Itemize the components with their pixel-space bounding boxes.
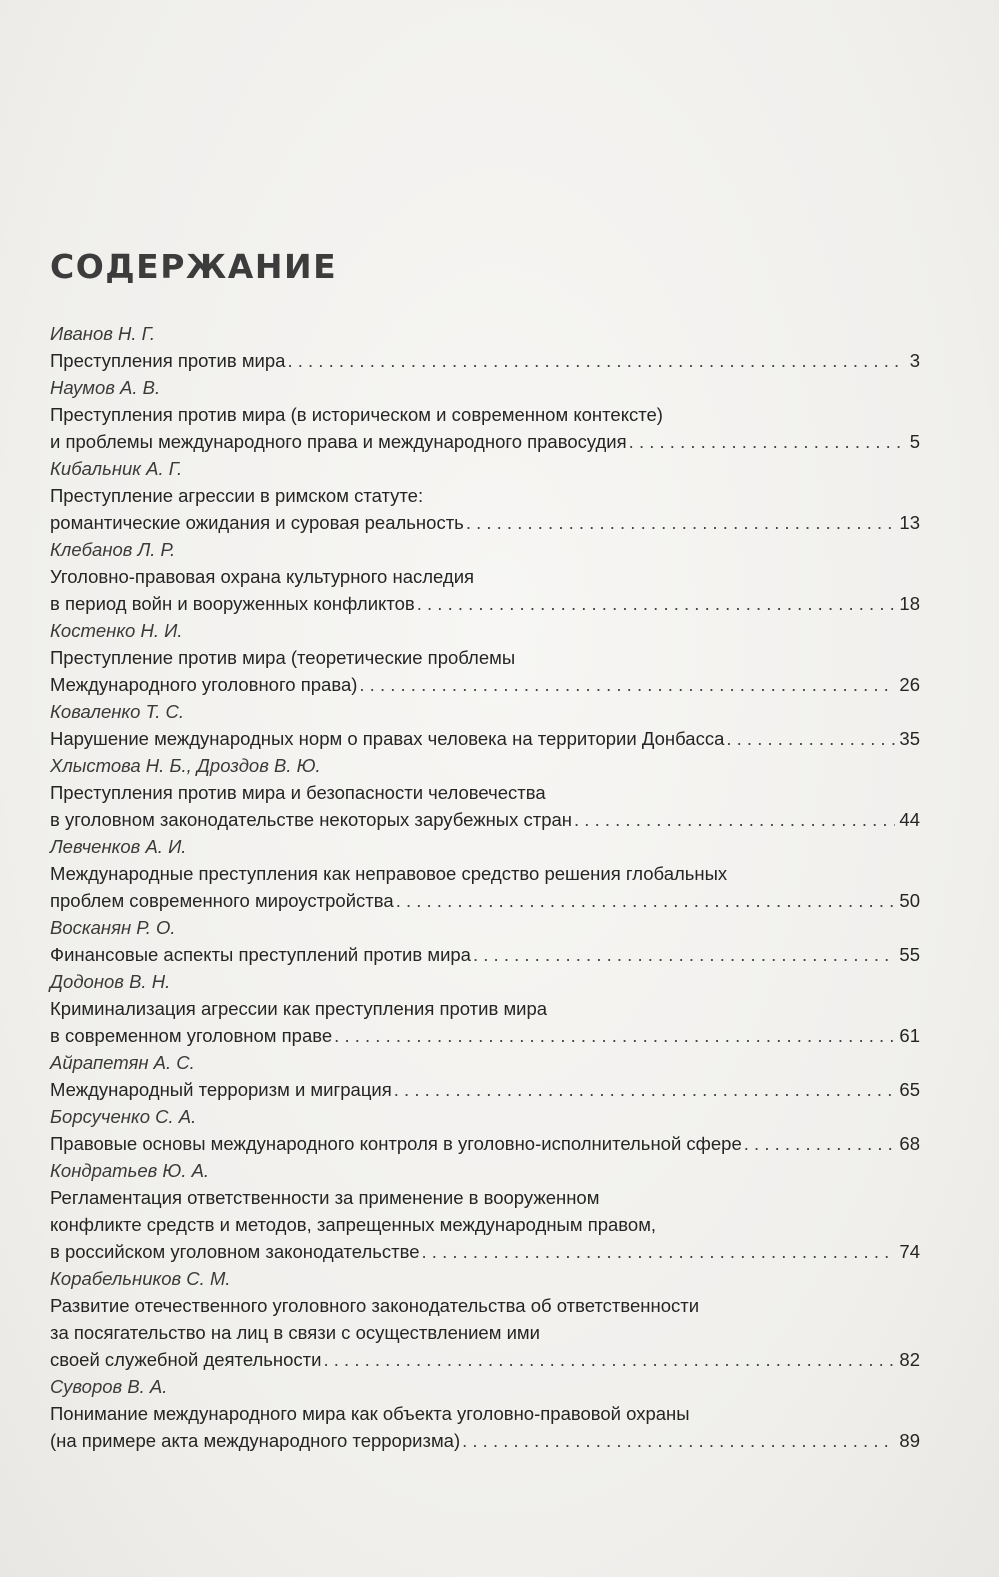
toc-entry-title-line: Международные преступления как неправовое средство решения глобальных: [50, 863, 728, 884]
toc-entry-last-line: [50, 1427, 920, 1454]
toc-entry-page-number: 3: [909, 350, 920, 371]
toc-entry-page-number: 13: [899, 512, 920, 533]
dot-leader: [324, 1346, 896, 1373]
toc-entry-last-line: [50, 1238, 920, 1265]
dot-leader: [359, 671, 895, 698]
toc-entry-author: Левченков А. И.: [50, 836, 187, 857]
toc-entry-author: Наумов А. В.: [50, 377, 161, 398]
toc-entry-title-line: Развитие отечественного уголовного законодательства об ответственности: [50, 1295, 700, 1316]
toc-entry-page-number: 89: [899, 1430, 920, 1451]
toc-entry: [50, 320, 920, 374]
toc-entry-title-line: своей служебной деятельности: [50, 1349, 322, 1370]
toc-entry-title-line: Регламентация ответственности за применение в вооруженном: [50, 1187, 600, 1208]
toc-entry-page-number: 35: [899, 728, 920, 749]
toc-entry-title-line: Преступления против мира (в историческом и современном контексте): [50, 404, 663, 425]
toc-entry-title-line: Преступления против мира и безопасности человечества: [50, 782, 546, 803]
toc-entry-author: Кибальник А. Г.: [50, 458, 183, 479]
toc-entry-title-line: проблем современного мироустройства: [50, 890, 394, 911]
toc-entry-page-number: 50: [899, 890, 920, 911]
dot-leader: [629, 428, 902, 455]
toc-entry-page-number: 18: [899, 593, 920, 614]
toc-entry: [50, 833, 920, 914]
toc-entry-title-line: Криминализация агрессии как преступления против мира: [50, 998, 548, 1019]
dot-leader: [396, 887, 896, 914]
toc-entry-title-line: в современном уголовном праве: [50, 1025, 333, 1046]
toc-entry-page-number: 55: [899, 944, 920, 965]
dot-leader: [726, 725, 895, 752]
toc-entry-title-line: в уголовном законодательстве некоторых зарубежных стран: [50, 809, 573, 830]
toc-entry: [50, 1103, 920, 1157]
toc-entry-title-line: Преступление против мира (теоретические проблемы: [50, 647, 516, 668]
toc-entry-author: Додонов В. Н.: [50, 971, 171, 992]
dot-leader: [744, 1130, 896, 1157]
toc-entry-page-number: 61: [899, 1025, 920, 1046]
toc-entry-page-number: 65: [899, 1079, 920, 1100]
toc-entry-title-line: Международного уголовного права): [50, 674, 358, 695]
toc-entry-last-line: [50, 725, 920, 752]
toc-entry-title-line: Преступления против мира: [50, 350, 286, 371]
toc-entry: [50, 1157, 920, 1265]
dot-leader: [422, 1238, 896, 1265]
toc-entry: [50, 374, 920, 455]
toc-entry-author: Корабельников С. М.: [50, 1268, 231, 1289]
toc-entry: [50, 617, 920, 698]
toc-entry-last-line: [50, 509, 920, 536]
toc-entry-title-line: конфликте средств и методов, запрещенных международным правом,: [50, 1214, 657, 1235]
toc-entry-last-line: [50, 347, 920, 374]
toc-entry-author: Восканян Р. О.: [50, 917, 176, 938]
page-title: СОДЕРЖАНИЕ: [50, 247, 338, 286]
toc-entry: [50, 968, 920, 1049]
toc-entry: [50, 914, 920, 968]
toc-entry-last-line: [50, 1346, 920, 1373]
toc-entry-title-line: Преступление агрессии в римском статуте:: [50, 485, 424, 506]
toc-entry-page-number: 44: [899, 809, 920, 830]
toc-entry-author: Хлыстова Н. Б., Дроздов В. Ю.: [50, 755, 321, 776]
toc-entry-author: Борсученко С. А.: [50, 1106, 197, 1127]
toc-entry-last-line: [50, 428, 920, 455]
toc-entry-author: Суворов В. А.: [50, 1376, 168, 1397]
toc-entry-title-line: в российском уголовном законодательстве: [50, 1241, 420, 1262]
table-of-contents: [50, 320, 920, 1454]
toc-entry-page-number: 5: [909, 431, 920, 452]
toc-entry: [50, 1373, 920, 1454]
toc-entry-title-line: Нарушение международных норм о правах человека на территории Донбасса: [50, 728, 725, 749]
toc-entry-page-number: 68: [899, 1133, 920, 1154]
dot-leader: [462, 1427, 895, 1454]
toc-entry-last-line: [50, 1130, 920, 1157]
toc-entry: [50, 1049, 920, 1103]
toc-entry-title-line: Финансовые аспекты преступлений против мира: [50, 944, 471, 965]
toc-entry-last-line: [50, 1076, 920, 1103]
toc-entry-author: Клебанов Л. Р.: [50, 539, 176, 560]
toc-entry-page-number: 74: [899, 1241, 920, 1262]
toc-entry-title-line: в период войн и вооруженных конфликтов: [50, 593, 415, 614]
dot-leader: [473, 941, 895, 968]
toc-entry-author: Коваленко Т. С.: [50, 701, 185, 722]
dot-leader: [574, 806, 895, 833]
dot-leader: [287, 347, 902, 374]
toc-entry-title-line: Понимание международного мира как объекта уголовно-правовой охраны: [50, 1403, 690, 1424]
toc-entry-author: Кондратьев Ю. А.: [50, 1160, 210, 1181]
toc-entry-title-line: Уголовно-правовая охрана культурного наследия: [50, 566, 475, 587]
toc-entry-page-number: 26: [899, 674, 920, 695]
toc-entry-last-line: [50, 671, 920, 698]
toc-entry: [50, 1265, 920, 1373]
toc-entry-author: Иванов Н. Г.: [50, 323, 156, 344]
toc-entry: [50, 455, 920, 536]
toc-entry-title-line: романтические ожидания и суровая реальность: [50, 512, 464, 533]
toc-entry-last-line: [50, 941, 920, 968]
toc-entry-title-line: (на примере акта международного терроризма): [50, 1430, 461, 1451]
toc-entry-page-number: 82: [899, 1349, 920, 1370]
dot-leader: [334, 1022, 895, 1049]
toc-entry-title-line: Международный терроризм и миграция: [50, 1079, 392, 1100]
toc-entry-last-line: [50, 1022, 920, 1049]
toc-entry-last-line: [50, 590, 920, 617]
toc-entry-title-line: и проблемы международного права и международного правосудия: [50, 431, 627, 452]
toc-entry: [50, 536, 920, 617]
dot-leader: [394, 1076, 896, 1103]
toc-entry-author: Айрапетян А. С.: [50, 1052, 195, 1073]
toc-entry-last-line: [50, 887, 920, 914]
toc-entry-author: Костенко Н. И.: [50, 620, 183, 641]
toc-entry: [50, 698, 920, 752]
toc-entry-title-line: Правовые основы международного контроля в уголовно-исполнительной сфере: [50, 1133, 742, 1154]
dot-leader: [466, 509, 896, 536]
dot-leader: [417, 590, 896, 617]
toc-entry-last-line: [50, 806, 920, 833]
toc-entry-title-line: за посягательство на лиц в связи с осуществлением ими: [50, 1322, 540, 1343]
toc-entry: [50, 752, 920, 833]
